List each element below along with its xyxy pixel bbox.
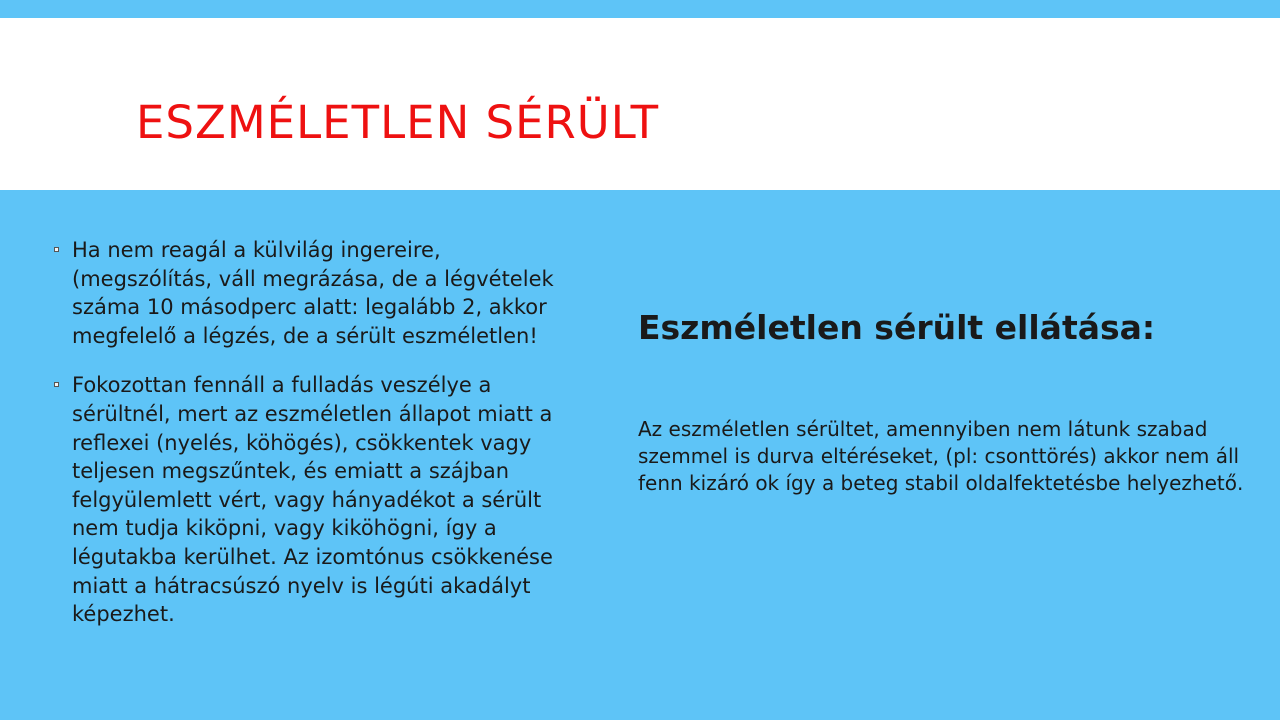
bullet-text: Ha nem reagál a külvilág ingereire, (megszólítás, váll megrázása, de a légvételek száma 10 másodperc alatt: legalább 2, akkor megfelelő a légzés, de a sérült eszméletlen!: [72, 238, 554, 348]
slide-content: [0, 190, 1280, 720]
top-accent-stripe: [0, 0, 1280, 18]
square-bullet-icon: [54, 247, 59, 252]
slide-title: ESZMÉLETLEN SÉRÜLT: [136, 96, 660, 149]
section-heading: Eszméletlen sérült ellátása:: [638, 308, 1156, 347]
square-bullet-icon: [54, 382, 59, 387]
bullet-item: [54, 236, 584, 350]
care-section: [638, 308, 1268, 497]
bullet-text: Fokozottan fennáll a fulladás veszélye a sérültnél, mert az eszméletlen állapot miatt a reflexei (nyelés, köhögés), csökkentek vagy teljesen megszűntek, és emiatt a szájban felgyülemlett vért, vagy hányadékot a sérült nem tudja kiköpni, vagy kiköhögni, így a légutakba kerülhet. Az izomtónus csökkenése miatt a hátracsúszó nyelv is légúti akadályt képezhet.: [72, 373, 553, 627]
section-body: Az eszméletlen sérültet, amennyiben nem látunk szabad szemmel is durva eltéréseket, (pl: csonttörés) akkor nem áll fenn kizáró ok így a beteg stabil oldalfektetésbe helyezhető.: [638, 416, 1244, 495]
bullet-list: [54, 236, 584, 650]
bullet-item: [54, 371, 584, 628]
title-band: [0, 18, 1280, 190]
